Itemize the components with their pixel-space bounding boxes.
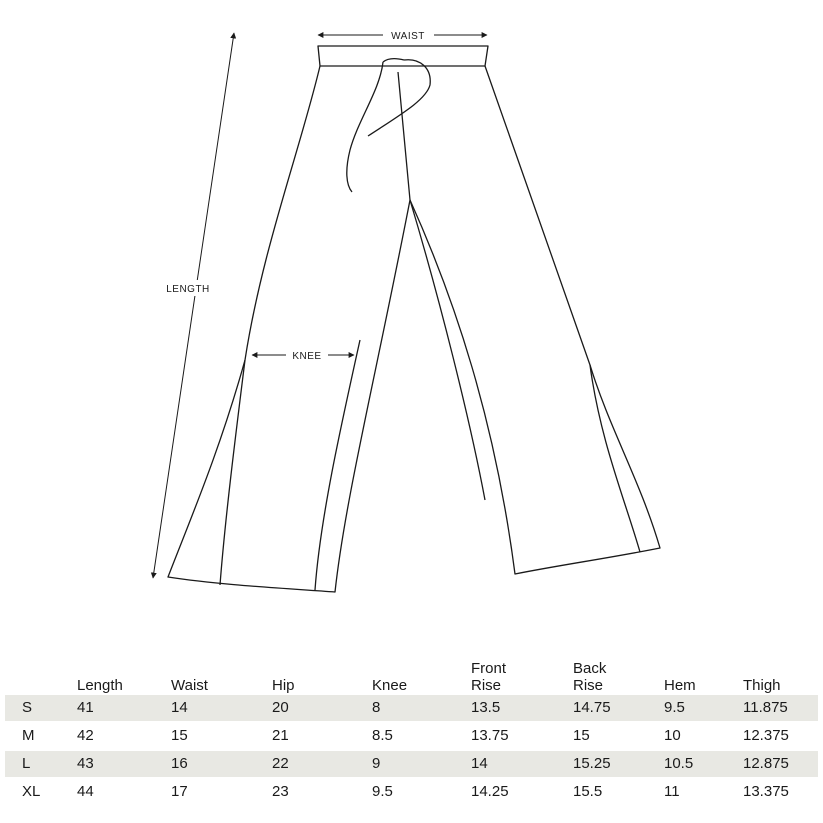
length-label: LENGTH <box>166 284 210 295</box>
back-rise-value: 15.25 <box>573 755 611 772</box>
knee-value: 8.5 <box>372 727 393 744</box>
table-header-row <box>0 650 823 694</box>
knee-label: KNEE <box>292 351 322 362</box>
header-hem: Hem <box>664 677 696 694</box>
front-rise-value: 13.75 <box>471 727 509 744</box>
waist-value: 14 <box>171 699 188 716</box>
back-rise-value: 15 <box>573 727 590 744</box>
pants-outline <box>168 46 660 592</box>
thigh-value: 12.375 <box>743 727 789 744</box>
hip-value: 21 <box>272 727 289 744</box>
size-label: M <box>22 727 35 744</box>
knee-dimension <box>252 351 354 362</box>
hem-value: 10.5 <box>664 755 694 772</box>
knee-value: 9.5 <box>372 783 393 800</box>
length-dimension <box>153 33 234 578</box>
header-knee: Knee <box>372 677 408 694</box>
thigh-value: 11.875 <box>743 699 788 716</box>
knee-value: 8 <box>372 699 381 716</box>
size-chart-table <box>0 650 823 823</box>
table-row-m <box>5 723 818 749</box>
header-waist: Waist <box>171 677 208 694</box>
back-rise-value: 15.5 <box>573 783 603 800</box>
hip-value: 23 <box>272 783 289 800</box>
back-rise-value: 14.75 <box>573 699 611 716</box>
waist-label: WAIST <box>391 31 425 42</box>
hem-value: 10 <box>664 727 681 744</box>
header-back-rise: Back Rise <box>573 660 607 694</box>
waist-value: 15 <box>171 727 188 744</box>
length-value: 42 <box>77 727 94 744</box>
table-row-xl <box>5 779 818 805</box>
size-label: XL <box>22 783 41 800</box>
hip-value: 22 <box>272 755 289 772</box>
hip-value: 20 <box>272 699 289 716</box>
hem-value: 11 <box>664 783 680 800</box>
waist-dimension <box>318 31 487 42</box>
table-row-s <box>5 695 818 721</box>
front-rise-value: 14.25 <box>471 783 509 800</box>
front-rise-value: 13.5 <box>471 699 501 716</box>
header-hip: Hip <box>272 677 295 694</box>
length-value: 44 <box>77 783 94 800</box>
knee-value: 9 <box>372 755 381 772</box>
table-row-l <box>5 751 818 777</box>
header-front-rise: Front Rise <box>471 660 507 694</box>
header-thigh: Thigh <box>743 677 781 694</box>
header-length: Length <box>77 677 123 694</box>
length-value: 43 <box>77 755 94 772</box>
waist-value: 17 <box>171 783 188 800</box>
front-rise-value: 14 <box>471 755 488 772</box>
thigh-value: 12.875 <box>743 755 789 772</box>
size-label: L <box>22 755 31 772</box>
thigh-value: 13.375 <box>743 783 789 800</box>
length-value: 41 <box>77 699 94 716</box>
hem-value: 9.5 <box>664 699 685 716</box>
waist-value: 16 <box>171 755 188 772</box>
size-label: S <box>22 699 33 716</box>
